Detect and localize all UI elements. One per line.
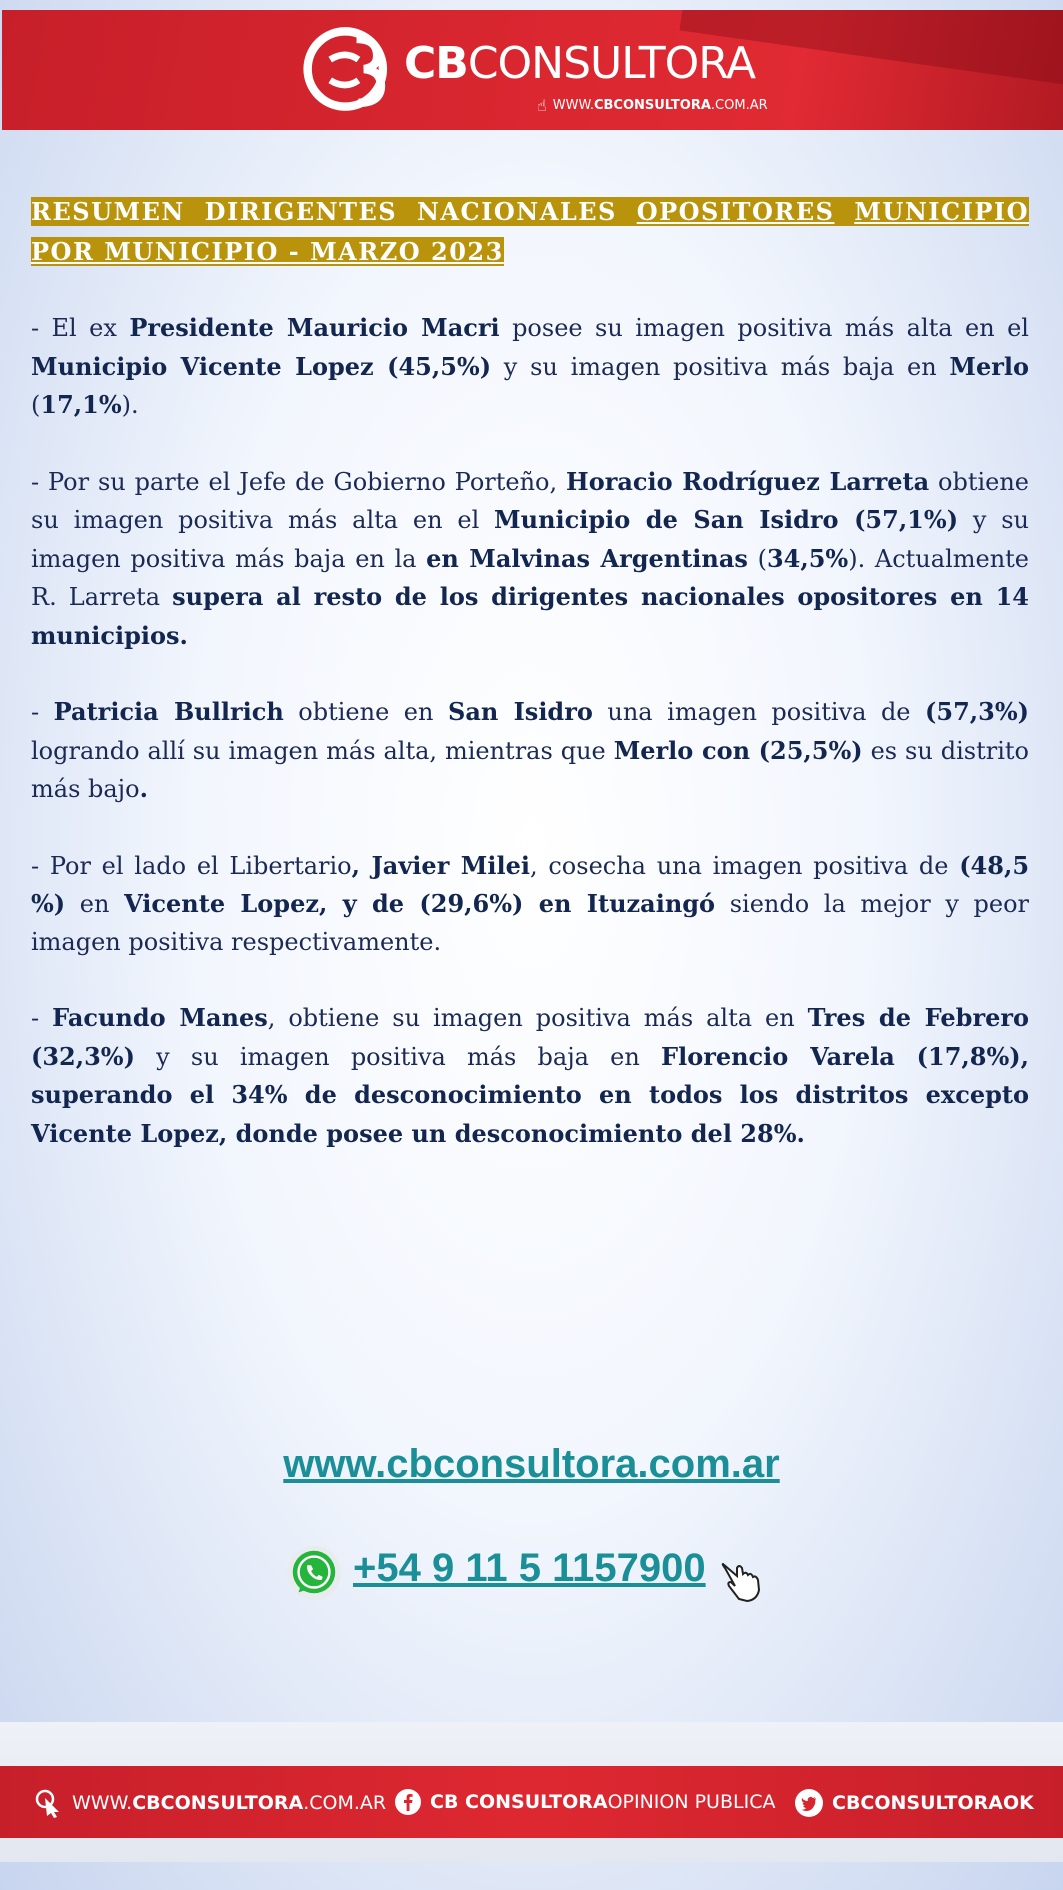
header-url[interactable]: ☝ WWW.CBCONSULTORA.COM.AR <box>537 96 768 115</box>
document-body <box>31 192 1029 1191</box>
website-link[interactable]: www.cbconsultora.com.ar <box>283 1442 780 1486</box>
brand-name: CBCONSULTORA <box>404 38 756 89</box>
cursor-click-icon <box>34 1788 64 1818</box>
footer-facebook[interactable]: CB CONSULTORA OPINION PUBLICA <box>394 1788 775 1816</box>
document-title: RESUMEN DIRIGENTES NACIONALES OPOSITORES MUNICIPIO POR MUNICIPIO - MARZO 2023 <box>31 197 1029 266</box>
paragraph-macri: - El ex Presidente Mauricio Macri posee su imagen positiva más alta en el Municipio Vicente Lopez (45,5%) y su imagen positiva más baja en Merlo (17,1%). <box>31 313 1029 419</box>
twitter-icon <box>794 1788 824 1818</box>
paragraph-bullrich: - Patricia Bullrich obtiene en San Isidro una imagen positiva de (57,3%) logrando allí su imagen más alta, mientras que Merlo con (25,5%) es su distrito más bajo. <box>31 697 1029 803</box>
cursor-click-icon: ☝ <box>537 96 547 115</box>
footer-bar <box>0 1766 1063 1838</box>
phone-number[interactable]: +54 9 11 5 1157900 <box>353 1546 706 1590</box>
footer-twitter[interactable]: CBCONSULTORAOK <box>794 1788 1034 1818</box>
header-banner <box>2 10 1063 130</box>
pointing-hand-icon <box>717 1554 767 1604</box>
brand-logo[interactable] <box>302 22 782 122</box>
paragraph-milei: - Por el lado el Libertario, Javier Milei, cosecha una imagen positiva de (48,5 %) en Vicente Lopez, y de (29,6%) en Ituzaingó siendo la mejor y peor imagen positiva respectivamente. <box>31 850 1030 956</box>
cb-logo-icon <box>302 22 396 116</box>
paragraph-manes: - Facundo Manes, obtiene su imagen positiva más alta en Tres de Febrero (32,3%) y su imagen positiva más baja en Florencio Varela (17,8%), superando el 34% de desconocimiento en todos los distritos excepto Vicente Lopez, donde posee un desconocimiento del 28%. <box>31 1003 1030 1148</box>
footer-website[interactable]: WWW. CBCONSULTORA .COM.AR <box>34 1788 386 1818</box>
whatsapp-icon <box>285 1544 343 1602</box>
facebook-icon <box>394 1788 422 1816</box>
phone-contact[interactable] <box>285 1540 785 1604</box>
paragraph-larreta: - Por su parte el Jefe de Gobierno Porteño, Horacio Rodríguez Larreta obtiene su imagen positiva más alta en el Municipio de San Isidro (57,1%) y su imagen positiva más baja en la en Malvinas Argentinas (34,5%). Actualmente R. Larreta supera al resto de los dirigentes nacionales opositores en 14 municipios. <box>31 466 1030 650</box>
